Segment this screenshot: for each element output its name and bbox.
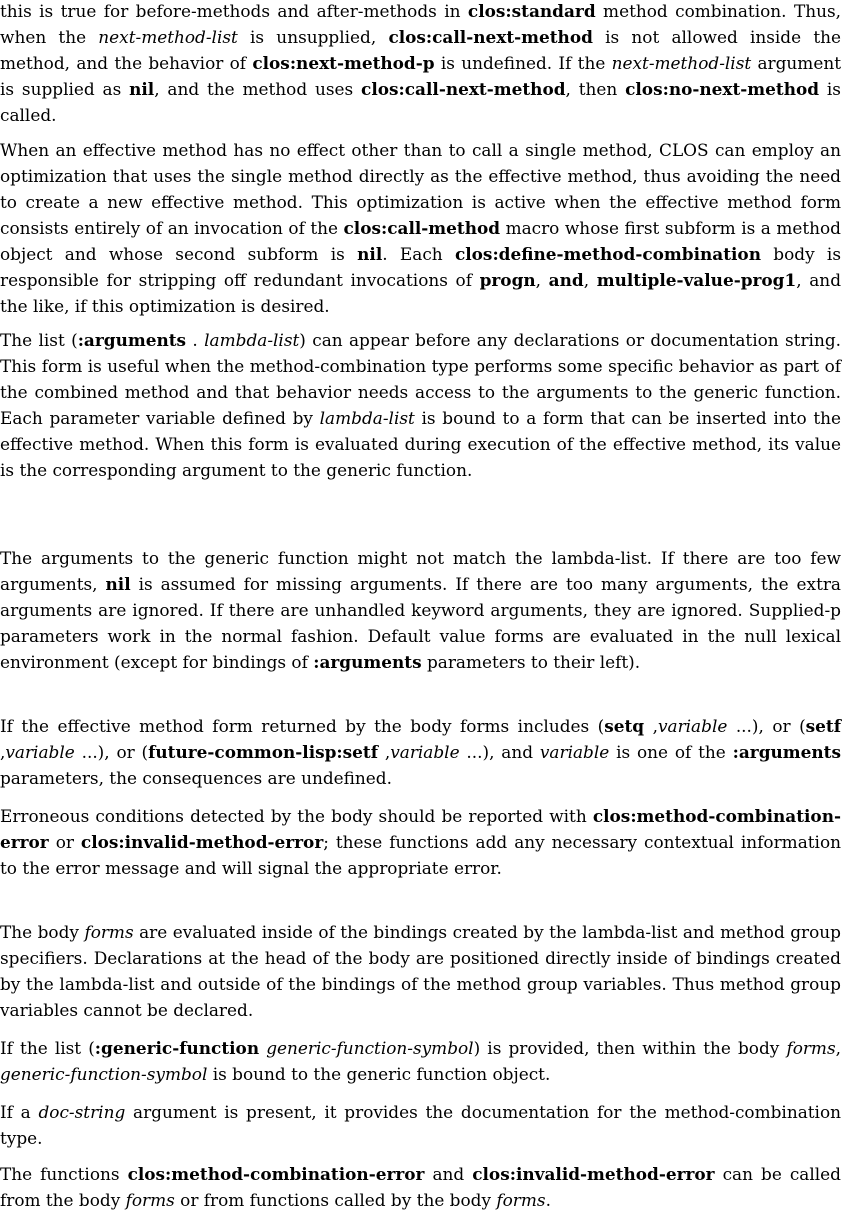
- bold-term: clos:invalid-method-error: [472, 1164, 715, 1184]
- italic-term: next-method-list: [98, 27, 238, 47]
- text-run: The list (: [0, 330, 78, 350]
- text-run: . Each: [382, 244, 455, 264]
- text-run: is assumed for missing arguments. If there are too many arguments, the extra arguments are ignored. If there are unhandled keyword arguments, they are ignored. Supplied-p parameters work in the normal fashion. Default value forms are evaluated in the null lexical environment (except for bindings of: [0, 574, 842, 672]
- bold-term: setf: [805, 716, 841, 736]
- text-run: or from functions called by the body: [174, 1190, 497, 1210]
- italic-term: variable: [390, 742, 460, 762]
- paragraph-doc-string: [0, 1099, 841, 1151]
- paragraph-generic-function: [0, 1035, 841, 1087]
- text-run: ...), or (: [74, 742, 149, 762]
- bold-term: clos:call-next-method: [361, 79, 566, 99]
- bold-term: clos:next-method-p: [252, 53, 435, 73]
- italic-term: lambda-list: [204, 330, 300, 350]
- bold-term: progn: [479, 270, 536, 290]
- text-run: is not allowed inside the method, and the behavior of: [0, 27, 841, 73]
- italic-term: forms: [125, 1190, 175, 1210]
- text-run: body is responsible for stripping off redundant invocations of: [0, 244, 841, 290]
- text-run: , and the like, if this optimization is desired.: [0, 270, 842, 316]
- bold-term: clos:method-combination-error: [0, 806, 841, 852]
- bold-term: :generic-function: [94, 1038, 260, 1058]
- text-run: parameters, the consequences are undefined.: [0, 768, 392, 788]
- bold-term: nil: [129, 79, 155, 99]
- bold-term: clos:no-next-method: [625, 79, 820, 99]
- text-run: Erroneous conditions detected by the body should be reported with: [0, 806, 593, 826]
- paragraph-arguments-list: [0, 327, 841, 483]
- paragraph-argument-mismatch: [0, 545, 841, 675]
- text-run: or: [48, 832, 81, 852]
- italic-term: generic-function-symbol: [266, 1038, 474, 1058]
- text-run: is bound to a form that can be inserted into the effective method. When this form is evaluated during execution of the effective method, its value is the corresponding argument to the generic function.: [0, 408, 841, 480]
- text-run: are evaluated inside of the bindings created by the lambda-list and method group specifiers. Declarations at the head of the body are positioned directly inside of bindings created by the lambda-list and outside of the bindings of the method group variables. Thus method group variables cannot be declared.: [0, 922, 841, 1020]
- text-run: this is true for before-methods and after-methods in: [0, 1, 468, 21]
- italic-term: forms: [496, 1190, 546, 1210]
- bold-term: multiple-value-prog1: [596, 270, 797, 290]
- text-run: parameters to their left).: [421, 652, 641, 672]
- italic-term: next-method-list: [611, 53, 752, 73]
- text-run: is one of the: [609, 742, 733, 762]
- bold-term: :arguments: [732, 742, 841, 762]
- text-run: , then: [565, 79, 626, 99]
- text-run: is called.: [0, 79, 841, 125]
- text-run: ,: [0, 742, 6, 762]
- italic-term: variable: [657, 716, 728, 736]
- text-run: and: [424, 1164, 473, 1184]
- text-run: ,: [835, 1038, 841, 1058]
- bold-term: and: [548, 270, 584, 290]
- paragraph-erroneous-conditions: [0, 803, 841, 881]
- italic-term: generic-function-symbol: [0, 1064, 208, 1084]
- text-run: The functions: [0, 1164, 128, 1184]
- text-run: ; these functions add any necessary contextual information to the error message and will signal the appropriate error.: [0, 832, 842, 878]
- text-run: ...), and: [459, 742, 540, 762]
- paragraph-body-forms: [0, 919, 841, 1023]
- text-run: ,: [583, 270, 597, 290]
- text-run: argument is present, it provides the documentation for the method-combination type.: [0, 1102, 842, 1148]
- italic-term: lambda-list: [319, 408, 415, 428]
- text-run: is unsupplied,: [237, 27, 389, 47]
- paragraph-error-functions: [0, 1161, 841, 1213]
- text-run: , and the method uses: [154, 79, 362, 99]
- bold-term: :arguments: [77, 330, 187, 350]
- text-run: ,: [378, 742, 391, 762]
- bold-term: clos:define-method-combination: [454, 244, 761, 264]
- text-run: macro whose first subform is a method object and whose second subform is: [0, 218, 841, 264]
- text-run: ) is provided, then within the body: [473, 1038, 787, 1058]
- paragraph-optimization: [0, 137, 841, 319]
- text-run: If a: [0, 1102, 39, 1122]
- text-run: When an effective method has no effect other than to call a single method, CLOS can employ an optimization that uses the single method directly as the effective method, thus avoiding the need to create a new effective method. This optimization is active when the effective method form consists entirely of an invocation of the: [0, 140, 841, 238]
- bold-term: clos:invalid-method-error: [80, 832, 324, 852]
- paragraph-next-method-list: [0, 0, 841, 128]
- bold-term: clos:call-method: [343, 218, 501, 238]
- text-run: ) can appear before any declarations or documentation string. This form is useful when the method-combination type performs some specific behavior as part of the combined method and that behavior needs access to the arguments to the generic function. Each parameter variable defined by: [0, 330, 842, 428]
- text-run: If the list (: [0, 1038, 95, 1058]
- text-run: is undefined. If the: [434, 53, 612, 73]
- bold-term: clos:call-next-method: [388, 27, 593, 47]
- text-run: The arguments to the generic function might not match the lambda-list. If there are too few arguments,: [0, 548, 841, 594]
- italic-term: doc-string: [38, 1102, 126, 1122]
- bold-term: setq: [604, 716, 645, 736]
- text-run: ,: [644, 716, 658, 736]
- text-run: ...), or (: [727, 716, 806, 736]
- italic-term: variable: [539, 742, 610, 762]
- text-run: .: [186, 330, 205, 350]
- text-run: .: [545, 1190, 551, 1210]
- text-run: argument is supplied as: [0, 53, 841, 99]
- paragraph-setq-setf-undefined: [0, 713, 841, 791]
- text-run: is bound to the generic function object.: [207, 1064, 551, 1084]
- bold-term: clos:method-combination-error: [127, 1164, 425, 1184]
- italic-term: variable: [5, 742, 75, 762]
- bold-term: nil: [105, 574, 131, 594]
- text-run: If the effective method form returned by the body forms includes (: [0, 716, 605, 736]
- bold-term: :arguments: [313, 652, 422, 672]
- bold-term: clos:standard: [467, 1, 596, 21]
- italic-term: forms: [786, 1038, 836, 1058]
- text-run: method combination. Thus, when the: [0, 1, 842, 47]
- text-run: can be called from the body: [0, 1164, 841, 1210]
- italic-term: forms: [84, 922, 134, 942]
- bold-term: future-common-lisp:setf: [148, 742, 378, 762]
- bold-term: nil: [357, 244, 383, 264]
- text-run: The body: [0, 922, 85, 942]
- text-run: ,: [535, 270, 549, 290]
